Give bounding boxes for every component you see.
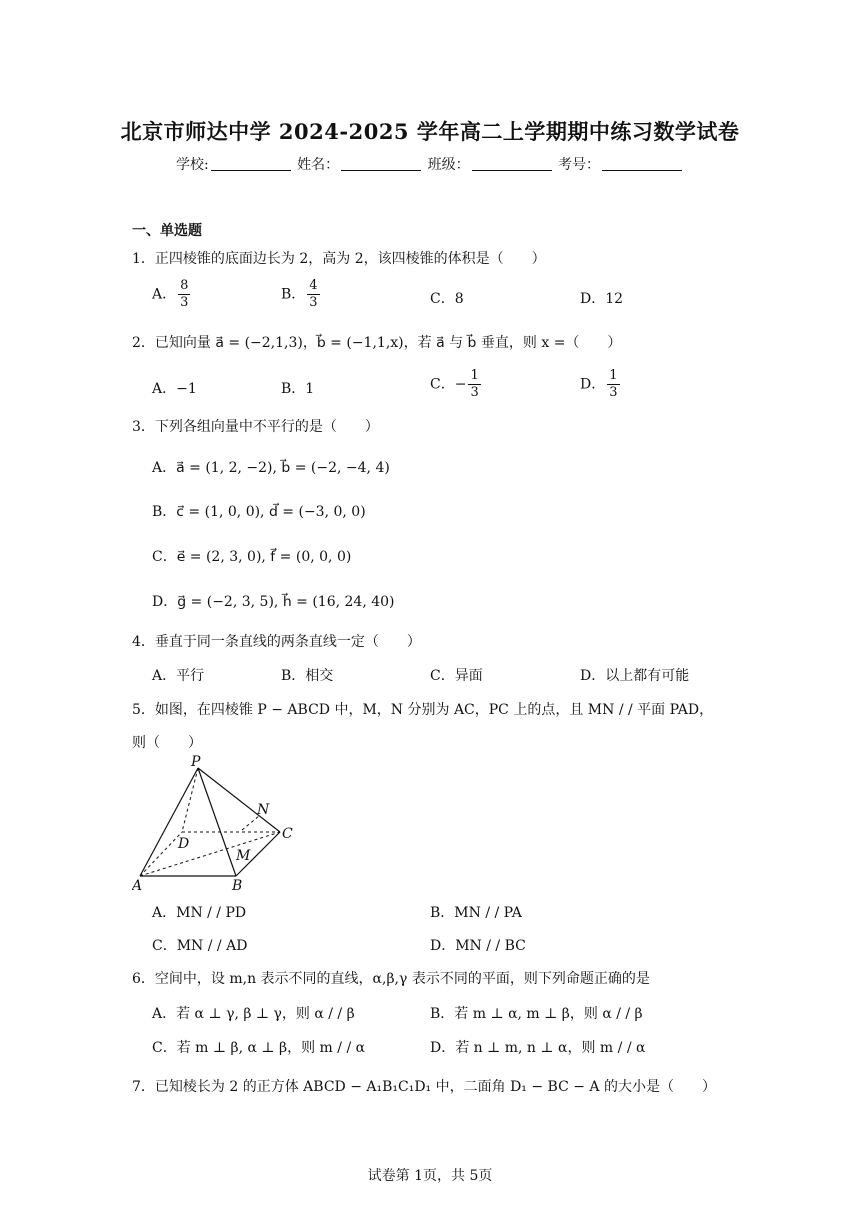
edge-pa — [140, 768, 198, 876]
question-1-option-b: B． $\frac{4}{3}$ — [281, 278, 318, 310]
question-4-option-c: C．异面 — [430, 668, 483, 684]
question-2-option-c: C．− $\frac{1}{3}$ — [430, 368, 479, 400]
edge-pc — [198, 768, 280, 832]
vertex-label-a: A — [132, 878, 143, 892]
question-7-stem: 7．已知棱长为 2 的正方体 ABCD − A₁B₁C₁D₁ 中，二面角 D₁ − BC − A 的大小是（ ） — [132, 1079, 716, 1095]
class-blank[interactable] — [472, 156, 552, 171]
edge-pd-hidden — [182, 768, 198, 832]
fraction: $\frac{1}{3}$ — [470, 368, 479, 400]
question-2-option-b: B．1 — [281, 381, 315, 397]
vertex-label-d: D — [178, 836, 190, 852]
question-4-option-b: B．相交 — [281, 668, 334, 684]
question-2-option-a: A．−1 — [152, 381, 197, 397]
question-3-option-b: B．c⃗ = (1, 0, 0), d⃗ = (−3, 0, 0) — [152, 504, 366, 520]
page-footer: 试卷第 1页，共 5页 — [367, 1168, 493, 1184]
question-5-stem: 5．如图，在四棱锥 P − ABCD 中，M，N 分别为 AC，PC 上的点，且 MN / / 平面 PAD， — [132, 702, 714, 718]
section-heading: 一、单选题 — [132, 223, 202, 239]
edge-ad-hidden — [140, 832, 182, 876]
point-label-n: N — [257, 802, 270, 818]
edge-pb — [198, 768, 236, 876]
question-5-option-a: A．MN / / PD — [152, 905, 247, 921]
exam-no-label: 考号： — [558, 157, 601, 173]
question-1-stem: 1．正四棱锥的底面边长为 2，高为 2，该四棱锥的体积是（ ） — [132, 251, 546, 267]
vertex-label-p: P — [191, 754, 201, 770]
exam-title: 北京市师达中学 2024-2025 学年高二上学期期中练习数学试卷 — [120, 119, 740, 144]
question-3-option-a: A．a⃗ = (1, 2, −2), b⃗ = (−2, −4, 4) — [152, 460, 390, 476]
pyramid-figure — [132, 752, 302, 892]
question-6-option-b: B．若 m ⊥ α, m ⊥ β，则 α / / β — [430, 1006, 643, 1022]
vertex-label-c: C — [282, 826, 293, 842]
question-2-option-d: D． $\frac{1}{3}$ — [580, 368, 618, 400]
segment-mn-hidden — [242, 816, 259, 830]
question-5-option-b: B．MN / / PA — [430, 905, 522, 921]
question-6-option-a: A．若 α ⊥ γ, β ⊥ γ，则 α / / β — [152, 1006, 355, 1022]
vertex-label-b: B — [232, 878, 243, 892]
question-3-option-c: C．e⃗ = (2, 3, 0), f⃗ = (0, 0, 0) — [152, 549, 352, 565]
fraction: $\frac{1}{3}$ — [609, 368, 618, 400]
question-1-option-d: D．12 — [580, 291, 624, 307]
question-1-option-c: C．8 — [430, 291, 464, 307]
school-label: 学校: — [175, 157, 209, 173]
name-blank[interactable] — [341, 156, 421, 171]
fraction: $\frac{4}{3}$ — [309, 278, 318, 310]
question-5-option-c: C．MN / / AD — [152, 938, 248, 954]
question-4-stem: 4．垂直于同一条直线的两条直线一定（ ） — [132, 634, 421, 650]
question-4-option-d: D．以上都有可能 — [580, 668, 690, 684]
point-label-m: M — [236, 848, 251, 864]
exam-no-blank[interactable] — [602, 156, 682, 171]
question-3-option-d: D．g⃗ = (−2, 3, 5), h⃗ = (16, 24, 40) — [152, 594, 395, 610]
class-label: 班级： — [427, 157, 470, 173]
question-3-stem: 3．下列各组向量中不平行的是（ ） — [132, 419, 379, 435]
question-5-option-d: D．MN / / BC — [430, 938, 526, 954]
fraction: $\frac{8}{3}$ — [180, 278, 189, 310]
school-blank[interactable] — [211, 156, 291, 171]
student-info-line — [0, 154, 860, 174]
question-6-stem: 6．空间中，设 m,n 表示不同的直线，α,β,γ 表示不同的平面，则下列命题正确的是 — [132, 971, 650, 987]
question-1-option-a: A． $\frac{8}{3}$ — [152, 278, 189, 310]
question-4-option-a: A．平行 — [152, 668, 205, 684]
name-label: 姓名： — [297, 157, 340, 173]
question-6-option-c: C．若 m ⊥ β, α ⊥ β，则 m / / α — [152, 1040, 366, 1056]
question-5-stem-cont: 则（ ） — [132, 735, 202, 751]
question-6-option-d: D．若 n ⊥ m, n ⊥ α，则 m / / α — [430, 1040, 646, 1056]
question-2-stem: 2．已知向量 a⃗ = (−2,1,3)，b⃗ = (−1,1,x)，若 a⃗ 与 b⃗ 垂直，则 x =（ ） — [132, 335, 622, 351]
